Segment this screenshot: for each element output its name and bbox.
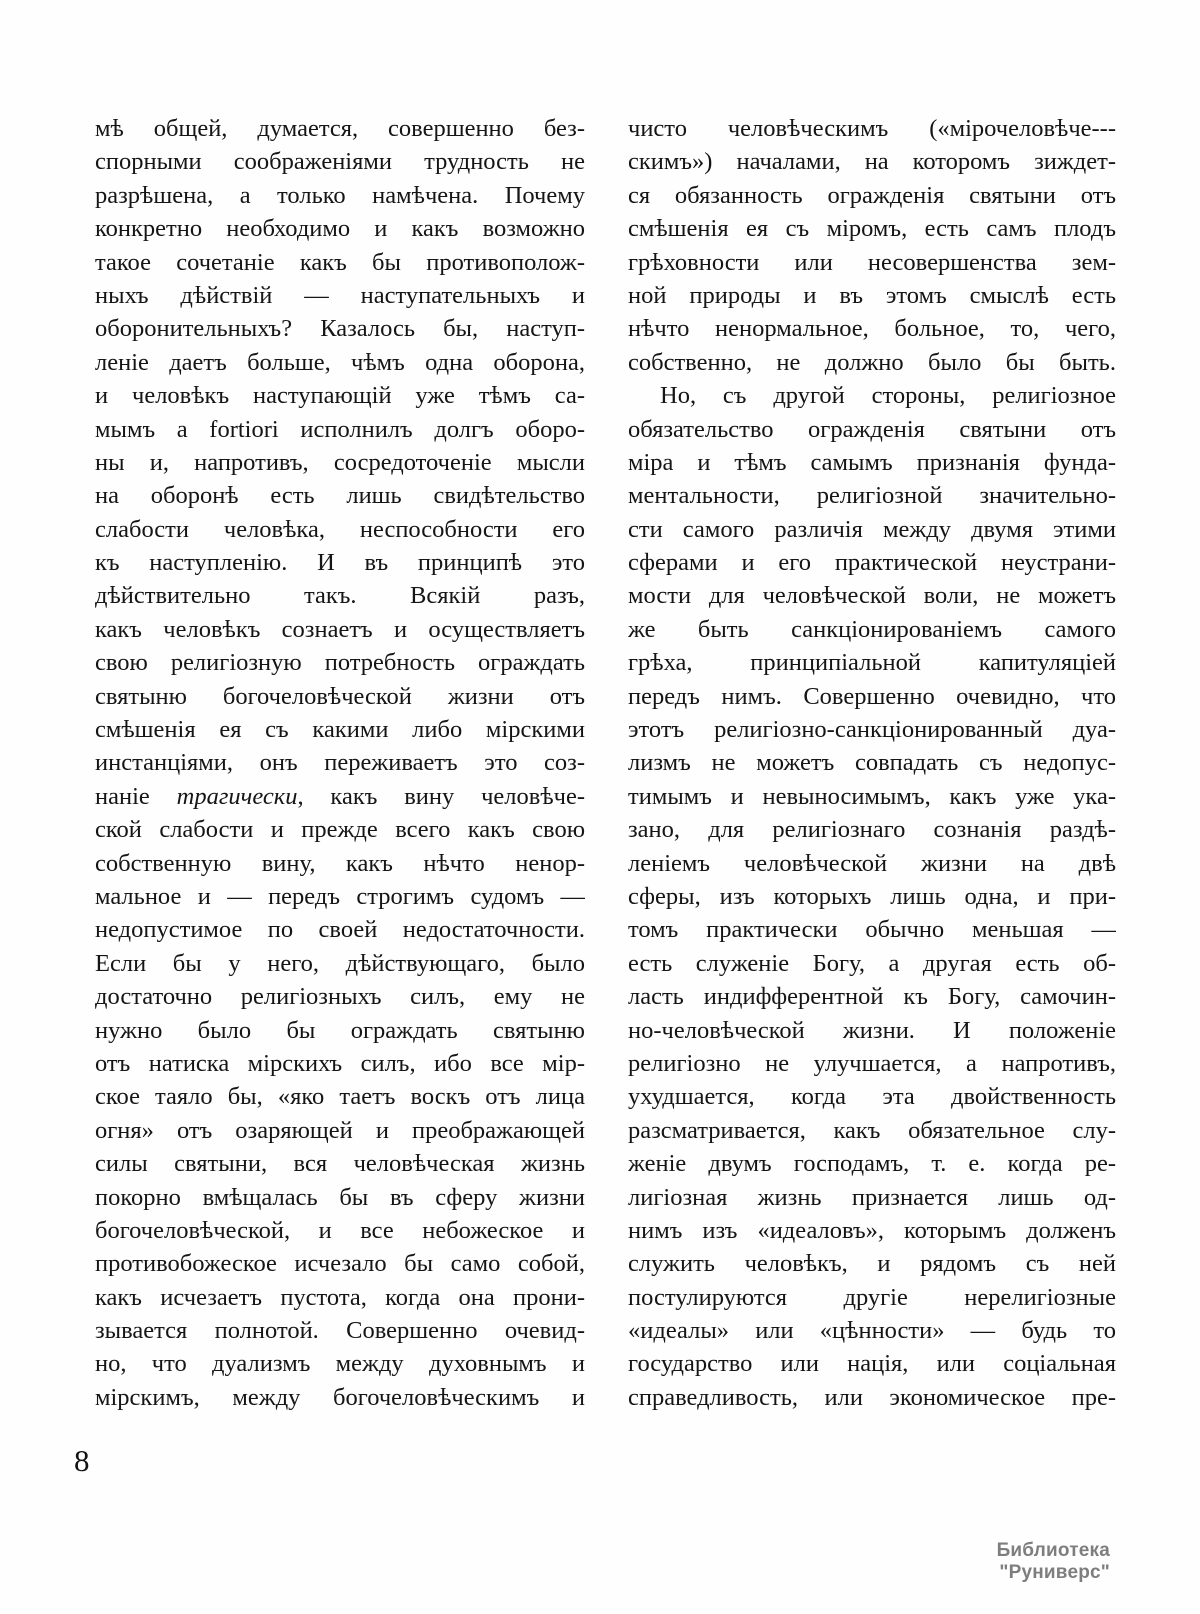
text-line: леніе даетъ больше, чѣмъ одна оборона, <box>95 348 585 376</box>
text-line: такое сочетаніе какъ бы противополож- <box>95 248 585 276</box>
text-line: есть служеніе Богу, а другая есть об- <box>628 949 1116 977</box>
text-line: мѣ общей, думается, совершенно без- <box>95 115 585 142</box>
text-line: «идеалы» или «цѣнности» — будь то <box>628 1317 1116 1345</box>
text-line: собственную вину, какъ нѣчто ненор- <box>95 849 585 877</box>
text-line: тимымъ и невыносимымъ, какъ уже ука- <box>628 782 1116 810</box>
text-line: обязательство огражденія святыни отъ <box>628 415 1116 443</box>
text-line: религіозно не улучшается, а напротивъ, <box>628 1049 1116 1077</box>
text-line: служить человѣкъ, и рядомъ съ ней <box>628 1250 1116 1278</box>
text-line: скимъ») началами, на которомъ зиждет- <box>628 148 1116 176</box>
text-line: инстанціями, онъ переживаетъ это соз- <box>95 749 585 777</box>
text-line: отъ натиска мірскихъ силъ, ибо все мір- <box>95 1049 585 1077</box>
text-line: ной природы и въ этомъ смыслѣ есть <box>628 281 1116 309</box>
text-line: богочеловѣческой, и все небожеское и <box>95 1216 585 1244</box>
text-line: зано, для религіознаго сознанія раздѣ- <box>628 816 1116 844</box>
text-line: противобожеское исчезало бы само собой, <box>95 1250 585 1278</box>
text-line: конкретно необходимо и какъ возможно <box>95 215 585 243</box>
text-line: лизмъ не можетъ совпадать съ недопус- <box>628 749 1116 777</box>
text-line: мальное и — передъ строгимъ судомъ — <box>95 882 585 910</box>
text-line: этотъ религіозно-санкціонированный дуа- <box>628 716 1116 744</box>
text-line: на оборонѣ есть лишь свидѣтельство <box>95 482 585 510</box>
text-line: къ наступленію. И въ принципѣ это <box>95 549 585 577</box>
text-line: ся обязанность огражденія святыни отъ <box>628 181 1116 209</box>
text-line: государство или нація, или соціальная <box>628 1350 1116 1378</box>
text-line: собственно, не должно было бы быть. <box>628 348 1116 376</box>
text-line: ныхъ дѣйствій — наступательныхъ и <box>95 281 585 309</box>
text-line: нужно было бы ограждать святыню <box>95 1016 585 1044</box>
text-line: и человѣкъ наступающій уже тѣмъ са- <box>95 382 585 410</box>
text-line: постулируются другіе нерелигіозные <box>628 1283 1116 1311</box>
text-line: слабости человѣка, неспособности его <box>95 515 585 543</box>
text-line: женіе двумъ господамъ, т. е. когда ре- <box>628 1150 1116 1178</box>
left-text-column <box>95 112 585 1414</box>
text-line: святыню богочеловѣческой жизни отъ <box>95 682 585 710</box>
text-line: дѣйствительно такъ. Всякій разъ, <box>95 582 585 610</box>
text-line: леніемъ человѣческой жизни на двѣ <box>628 849 1116 877</box>
text-line: Но, съ другой стороны, религіозное <box>660 382 1116 410</box>
text-line: томъ практически обычно меньшая — <box>628 916 1116 944</box>
text-line: свою религіозную потребность ограждать <box>95 649 585 677</box>
text-line: достаточно религіозныхъ силъ, ему не <box>95 983 585 1011</box>
text-line: огня» отъ озаряющей и преображающей <box>95 1116 585 1144</box>
text-line: какъ человѣкъ сознаетъ и осуществляетъ <box>95 615 585 643</box>
text-line: разсматривается, какъ обязательное слу- <box>628 1116 1116 1144</box>
page-number: 8 <box>74 1443 90 1478</box>
text-line: ухудшается, когда эта двойственность <box>628 1083 1116 1111</box>
text-line: нимъ изъ «идеаловъ», которымъ долженъ <box>628 1216 1116 1244</box>
text-line: міра и тѣмъ самымъ признанія фунда- <box>628 448 1116 476</box>
text-line: чисто человѣческимъ («мірочеловѣче--- <box>628 115 1116 142</box>
text-line: справедливость, или экономическое пре- <box>628 1383 1116 1411</box>
text-line: смѣшенія ея съ міромъ, есть самъ плодъ <box>628 215 1116 243</box>
text-line: сти самого различія между двумя этими <box>628 515 1116 543</box>
text-line: ской слабости и прежде всего какъ свою <box>95 816 585 844</box>
library-watermark: Библиотека "Руниверс" <box>996 1540 1110 1583</box>
text-line: грѣховности или несовершенства зем- <box>628 248 1116 276</box>
text-line: ментальности, религіозной значительно- <box>628 482 1116 510</box>
text-line: разрѣшена, а только намѣчена. Почему <box>95 181 585 209</box>
text-line: мірскимъ, между богочеловѣческимъ и <box>95 1383 585 1411</box>
text-line: оборонительныхъ? Казалось бы, наступ- <box>95 315 585 343</box>
text-line: силы святыни, вся человѣческая жизнь <box>95 1150 585 1178</box>
text-line: но-человѣческой жизни. И положеніе <box>628 1016 1116 1044</box>
text-line: зывается полнотой. Совершенно очевид- <box>95 1317 585 1345</box>
text-line: покорно вмѣщалась бы въ сферу жизни <box>95 1183 585 1211</box>
text-line: сферами и его практической неустрани- <box>628 549 1116 577</box>
text-line: смѣшенія ея съ какими либо мірскими <box>95 716 585 744</box>
text-line: нѣчто ненормальное, больное, то, чего, <box>628 315 1116 343</box>
text-line: лигіозная жизнь признается лишь од- <box>628 1183 1116 1211</box>
right-text-column <box>628 112 1116 1414</box>
text-line: мости для человѣческой воли, не можетъ <box>628 582 1116 610</box>
text-line: недопустимое по своей недостаточности. <box>95 916 585 944</box>
text-line: передъ нимъ. Совершенно очевидно, что <box>628 682 1116 710</box>
text-line: спорными соображеніями трудность не <box>95 148 585 176</box>
text-line: наніе трагически, какъ вину человѣче- <box>95 782 585 810</box>
text-line: грѣха, принципіальной капитуляціей <box>628 649 1116 677</box>
text-line: сферы, изъ которыхъ лишь одна, и при- <box>628 882 1116 910</box>
text-line: мымъ a fortiori исполнилъ долгъ оборо- <box>95 415 585 443</box>
text-line: же быть санкціонированіемъ самого <box>628 615 1116 643</box>
text-line: но, что дуализмъ между духовнымъ и <box>95 1350 585 1378</box>
text-line: ны и, напротивъ, сосредоточеніе мысли <box>95 448 585 476</box>
text-line: ласть индифферентной къ Богу, самочин- <box>628 983 1116 1011</box>
text-line: Если бы у него, дѣйствующаго, было <box>95 949 585 977</box>
text-line: какъ исчезаетъ пустота, когда она прони- <box>95 1283 585 1311</box>
text-line: ское таяло бы, «яко таетъ воскъ отъ лица <box>95 1083 585 1111</box>
